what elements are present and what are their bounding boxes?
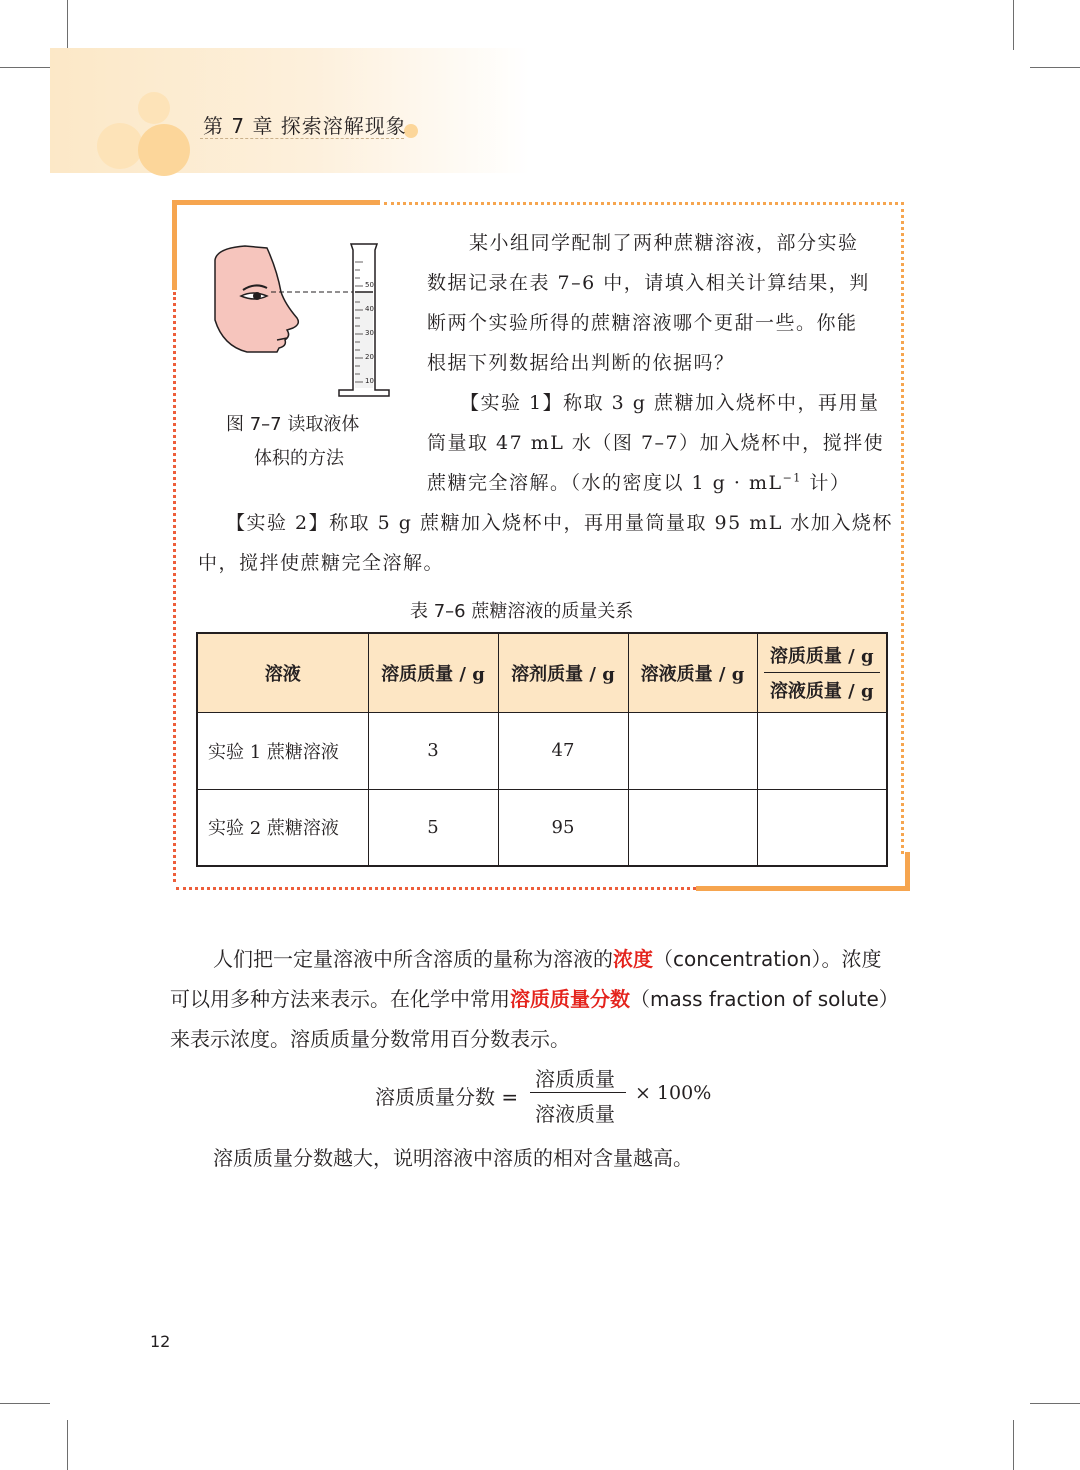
table-title: 表 7–6 蔗糖溶液的质量关系	[410, 601, 634, 622]
box-border	[905, 852, 910, 891]
reading-volume-figure	[205, 240, 405, 405]
chapter-title-underline	[200, 138, 404, 139]
table-cell: 47	[498, 712, 628, 789]
table-cell: 3	[368, 712, 498, 789]
cylinder-mark: 10	[365, 377, 374, 385]
box-border	[384, 202, 904, 205]
crop-mark	[1030, 1403, 1080, 1404]
text-run: （concentration）。浓度	[653, 947, 882, 971]
box-border	[901, 202, 904, 854]
table-header-row	[197, 633, 887, 712]
text-run: （mass fraction of solute）	[630, 987, 899, 1011]
body-paragraph-line: 溶质质量分数越大，说明溶液中溶质的相对含量越高。	[213, 1146, 693, 1170]
cylinder-mark: 50	[365, 281, 374, 289]
experiment-1-text: 筒量取 47 mL 水（图 7–7）加入烧杯中，搅拌使	[427, 432, 885, 454]
decor-circle	[138, 92, 170, 124]
table-header-cell: 溶液质量 / g	[628, 633, 757, 712]
ratio-denominator: 溶液质量 / g	[769, 681, 874, 703]
key-term: 溶质质量分数	[510, 987, 630, 1011]
figure-caption: 体积的方法	[254, 448, 344, 469]
table-cell-blank[interactable]	[628, 712, 757, 789]
box-border	[696, 886, 910, 891]
page-number: 12	[150, 1332, 171, 1351]
table-header-cell-ratio	[757, 633, 887, 712]
experiment-2-text: 中，搅拌使蔗糖完全溶解。	[198, 552, 445, 574]
crop-mark	[0, 67, 50, 68]
experiment-1-text	[427, 468, 850, 495]
cylinder-mark: 40	[365, 305, 374, 313]
table-row	[197, 712, 887, 789]
table-cell-blank[interactable]	[628, 789, 757, 866]
table-header-cell: 溶质质量 / g	[368, 633, 498, 712]
sucrose-solution-table	[196, 632, 888, 867]
table-cell: 实验 2 蔗糖溶液	[197, 789, 368, 866]
table-cell: 5	[368, 789, 498, 866]
table-cell: 实验 1 蔗糖溶液	[197, 712, 368, 789]
face-illustration	[215, 246, 298, 352]
formula-denominator: 溶液质量	[535, 1102, 615, 1126]
cylinder-mark: 20	[365, 353, 374, 361]
activity-text-line: 某小组同学配制了两种蔗糖溶液，部分实验	[469, 232, 859, 254]
formula-factor: × 100%	[635, 1082, 712, 1104]
formula-numerator: 溶质质量	[535, 1067, 615, 1091]
table-header-cell: 溶剂质量 / g	[498, 633, 628, 712]
decor-circle	[138, 124, 190, 176]
crop-mark	[0, 1403, 50, 1404]
text-run: 可以用多种方法来表示。在化学中常用	[170, 987, 510, 1011]
activity-text-line: 数据记录在表 7–6 中，请填入相关计算结果，判	[427, 272, 870, 294]
box-border	[176, 887, 696, 890]
experiment-1-text-part: 蔗糖完全溶解。（水的密度以 1 g · mL	[427, 472, 783, 494]
key-term: 浓度	[613, 947, 653, 971]
experiment-2-text: 【实验 2】称取 5 g 蔗糖加入烧杯中，再用量筒量取 95 mL 水加入烧杯	[226, 512, 893, 534]
box-border	[172, 200, 177, 290]
text-run: 人们把一定量溶液中所含溶质的量称为溶液的	[213, 947, 613, 971]
body-paragraph-line	[213, 943, 882, 972]
body-paragraph-line	[170, 983, 899, 1012]
activity-text-line: 根据下列数据给出判断的依据吗？	[427, 352, 735, 374]
body-paragraph-line: 来表示浓度。溶质质量分数常用百分数表示。	[170, 1027, 570, 1051]
crop-mark	[1013, 0, 1014, 50]
chapter-title: 第 7 章 探索溶解现象	[203, 114, 407, 138]
box-border	[173, 292, 176, 882]
crop-mark	[1013, 1420, 1014, 1470]
box-border	[172, 200, 380, 205]
fraction-bar	[530, 1092, 626, 1093]
cylinder-mark: 30	[365, 329, 374, 337]
table-row	[197, 789, 887, 866]
experiment-1-text-part: 计）	[801, 472, 851, 494]
table-header-cell: 溶液	[197, 633, 368, 712]
crop-mark	[67, 1420, 68, 1470]
crop-mark	[1030, 67, 1080, 68]
figure-caption: 图 7–7 读取液体	[226, 414, 360, 435]
activity-text-line: 断两个实验所得的蔗糖溶液哪个更甜一些。你能	[427, 312, 858, 334]
graduated-cylinder	[339, 244, 389, 396]
table-cell-blank[interactable]	[757, 789, 887, 866]
experiment-1-text: 【实验 1】称取 3 g 蔗糖加入烧杯中，再用量	[460, 392, 880, 414]
table-cell-blank[interactable]	[757, 712, 887, 789]
decor-circle	[97, 123, 143, 169]
table-cell: 95	[498, 789, 628, 866]
superscript: −1	[782, 471, 802, 485]
crop-mark	[67, 0, 68, 50]
formula-label: 溶质质量分数 =	[375, 1085, 519, 1109]
ratio-numerator: 溶质质量 / g	[764, 642, 881, 673]
